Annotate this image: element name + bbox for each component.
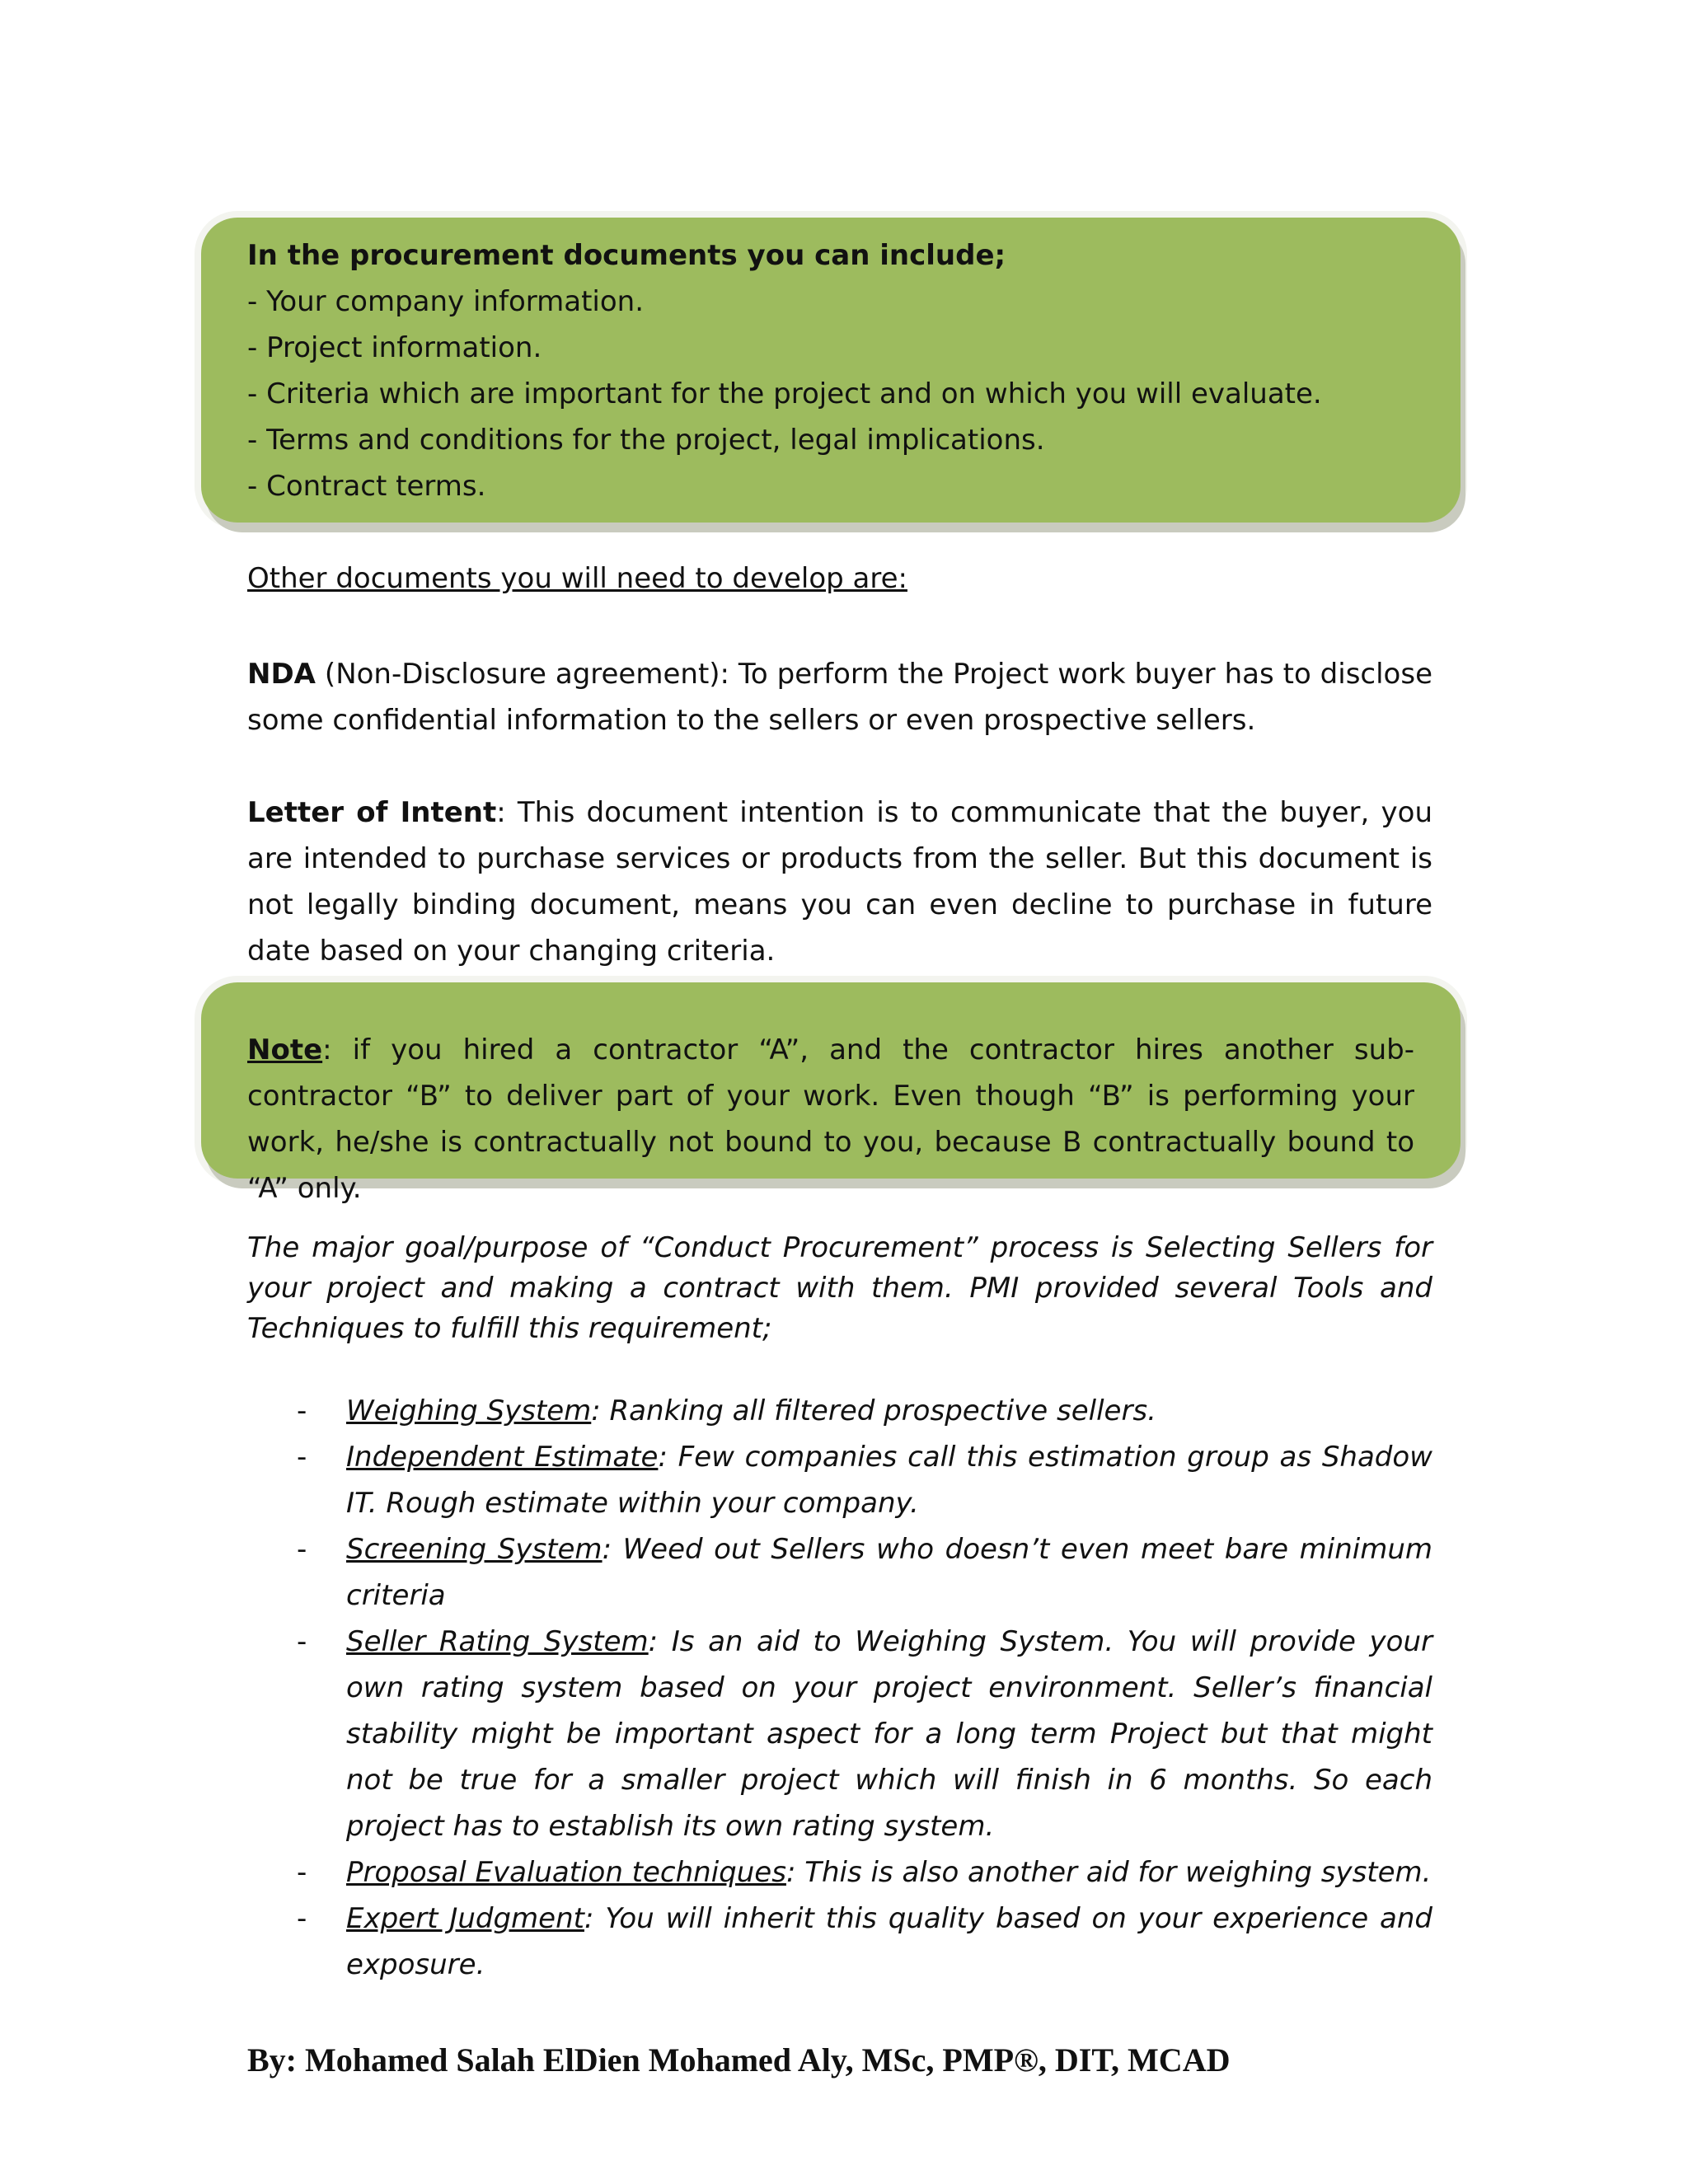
tool-term: Screening System: [346, 1533, 603, 1566]
list-item: [247, 1388, 1432, 1434]
tool-term: Proposal Evaluation techniques: [346, 1856, 786, 1889]
tool-term: Expert Judgment: [346, 1902, 584, 1935]
callout-item: - Criteria which are important for the project and on which you will evaluate.: [247, 377, 1322, 410]
list-marker: -: [297, 1856, 307, 1889]
note-term: Note: [247, 1033, 323, 1066]
letter-of-intent-term: Letter of Intent: [247, 796, 497, 829]
tool-text: : Weed out Sellers who doesn’t even meet bare minimum criteria: [346, 1533, 1433, 1612]
letter-of-intent-text: : This document intention is to communicate that the buyer, you are intended to purchase services or products from the seller. But this document is not legally binding document, means you can even decline to purchase in future date based on your changing criteria.: [247, 796, 1432, 968]
tool-text: : Is an aid to Weighing System. You will provide your own rating system based on your project environment. Seller’s financial stability might be important aspect for a long term Project but that might not be true for a smaller project which will finish in 6 months. So each project has to establish its own rating system.: [346, 1625, 1432, 1843]
nda-paragraph: [247, 651, 1432, 743]
list-item: [247, 1896, 1432, 1988]
tool-term: Weighing System: [346, 1394, 592, 1427]
note-callout: [201, 982, 1461, 1205]
tool-term: Independent Estimate: [346, 1441, 659, 1474]
author-byline: By: Mohamed Salah ElDien Mohamed Aly, MSc, PMP®, DIT, MCAD: [247, 2041, 1231, 2079]
list-marker: -: [297, 1625, 307, 1658]
callout-item: - Terms and conditions for the project, legal implications.: [247, 424, 1045, 457]
callout-item: - Your company information.: [247, 285, 645, 318]
nda-term: NDA: [247, 658, 316, 691]
callout-item: - Contract terms.: [247, 470, 486, 503]
list-marker: -: [297, 1394, 307, 1427]
note-text: : if you hired a contractor “A”, and the contractor hires another sub-contractor “B” to deliver part of your work. Even though “B” is performing your work, he/she is contractually not bound to you, because B contractually bound to “A” only.: [247, 1033, 1414, 1205]
list-item: [247, 1526, 1432, 1619]
tool-text: : You will inherit this quality based on your experience and exposure.: [346, 1902, 1432, 1981]
note-paragraph: [247, 1027, 1414, 1212]
list-item: [247, 1849, 1432, 1896]
tool-text: : This is also another aid for weighing system.: [785, 1856, 1432, 1889]
goal-paragraph: The major goal/purpose of “Conduct Procurement” process is Selecting Sellers for your project and making a contract with them. PMI provided several Tools and Techniques to fulfill this requirement;: [247, 1231, 1432, 1345]
list-marker: -: [297, 1533, 307, 1566]
tool-text: : Few companies call this estimation group as Shadow IT. Rough estimate within your company.: [346, 1441, 1432, 1520]
letter-of-intent-paragraph: [247, 790, 1432, 974]
nda-text: (Non-Disclosure agreement): To perform the Project work buyer has to disclose some confidential information to the sellers or even prospective sellers.: [247, 658, 1432, 737]
list-item: [247, 1434, 1432, 1526]
list-marker: -: [297, 1441, 307, 1474]
other-documents-heading: Other documents you will need to develop are:: [247, 562, 907, 595]
tools-techniques-list: [247, 1388, 1432, 1988]
callout-item: - Project information.: [247, 331, 542, 364]
procurement-documents-callout: [201, 218, 1461, 523]
list-marker: -: [297, 1902, 307, 1935]
list-item: [247, 1619, 1432, 1849]
tool-text: : Ranking all filtered prospective sellers.: [591, 1394, 1156, 1427]
callout-title: In the procurement documents you can include;: [247, 239, 1006, 272]
tool-term: Seller Rating System: [346, 1625, 649, 1658]
